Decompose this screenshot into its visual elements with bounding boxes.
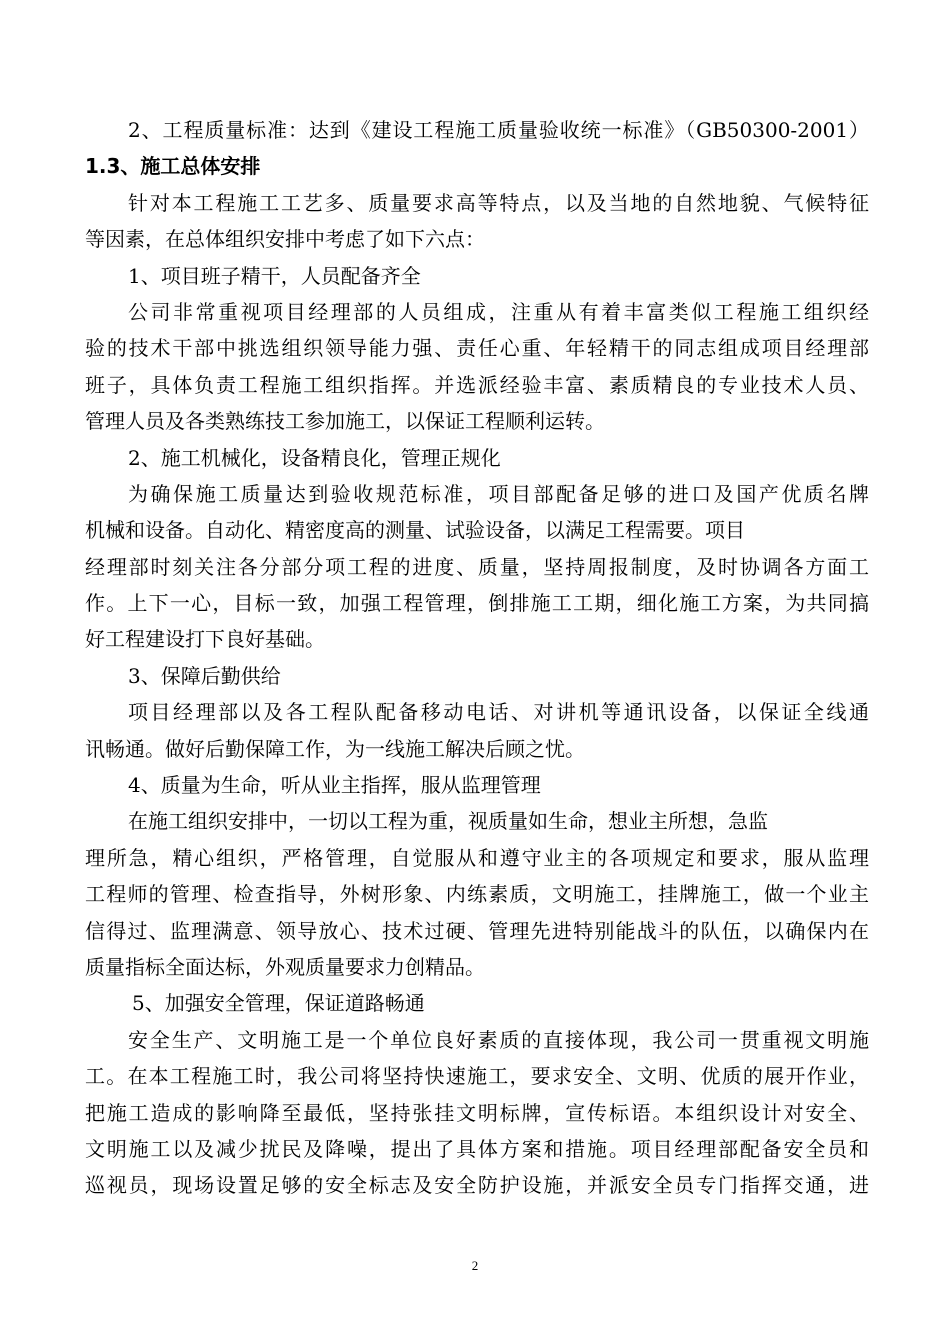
paragraph-line: 项目经理部以及各工程队配备移动电话、对讲机等通讯设备，以保证全线通 [128,700,869,725]
paragraph-line: 好工程建设打下良好基础。 [85,627,325,652]
paragraph-line: 经理部时刻关注各分部分项工程的进度、质量，坚持周报制度，及时协调各方面工 [85,554,869,579]
paragraph-line: 在施工组织安排中，一切以工程为重，视质量如生命，想业主所想，急监 [128,809,768,834]
paragraph-line: 工。在本工程施工时，我公司将坚持快速施工，要求安全、文明、优质的展开作业， [85,1064,869,1089]
list-item: 5、加强安全管理，保证道路畅通 [132,991,425,1016]
paragraph-line: 机械和设备。自动化、精密度高的测量、试验设备，以满足工程需要。项目 [85,518,745,543]
section-heading: 1.3、施工总体安排 [85,154,261,179]
document-body [85,112,869,1204]
paragraph-line: 班子，具体负责工程施工组织指挥。并选派经验丰富、素质精良的专业技术人员、 [85,372,869,397]
paragraph-line: 质量指标全面达标，外观质量要求力创精品。 [85,954,485,979]
paragraph-line: 为确保施工质量达到验收规范标准，项目部配备足够的进口及国产优质名牌 [128,481,869,506]
paragraph-line: 安全生产、文明施工是一个单位良好素质的直接体现，我公司一贯重视文明施 [128,1027,869,1052]
list-item: 2、施工机械化，设备精良化，管理正规化 [128,445,501,470]
paragraph-line: 信得过、监理满意、领导放心、技术过硬、管理先进特别能战斗的队伍，以确保内在 [85,918,869,943]
paragraph-line: 管理人员及各类熟练技工参加施工，以保证工程顺利运转。 [85,409,605,434]
paragraph-line: 巡视员，现场设置足够的安全标志及安全防护设施，并派安全员专门指挥交通，进 [85,1173,869,1198]
paragraph-line: 文明施工以及减少扰民及降噪，提出了具体方案和措施。项目经理部配备安全员和 [85,1136,869,1161]
paragraph-line: 验的技术干部中挑选组织领导能力强、责任心重、年轻精干的同志组成项目经理部 [85,336,869,361]
list-item: 4、质量为生命，听从业主指挥，服从监理管理 [128,773,541,798]
paragraph-line: 把施工造成的影响降至最低，坚持张挂文明标牌，宣传标语。本组织设计对安全、 [85,1100,869,1125]
paragraph-line: 等因素，在总体组织安排中考虑了如下六点： [85,227,485,252]
paragraph-line: 针对本工程施工工艺多、质量要求高等特点，以及当地的自然地貌、气候特征 [128,190,869,215]
list-item: 1、项目班子精干，人员配备齐全 [128,263,421,288]
list-item: 2、工程质量标准：达到《建设工程施工质量验收统一标准》（GB50300-2001） [128,118,869,142]
paragraph-line: 理所急，精心组织，严格管理，自觉服从和遵守业主的各项规定和要求，服从监理 [85,845,869,870]
paragraph-line: 作。上下一心，目标一致，加强工程管理，倒排施工工期，细化施工方案，为共同搞 [85,591,869,616]
page-number: 2 [471,1258,479,1273]
paragraph-line: 工程师的管理、检查指导，外树形象、内练素质，文明施工，挂牌施工，做一个业主 [85,882,869,907]
paragraph-line: 公司非常重视项目经理部的人员组成，注重从有着丰富类似工程施工组织经 [128,299,869,324]
paragraph-line: 讯畅通。做好后勤保障工作，为一线施工解决后顾之忧。 [85,736,585,761]
list-item: 3、保障后勤供给 [128,663,281,688]
